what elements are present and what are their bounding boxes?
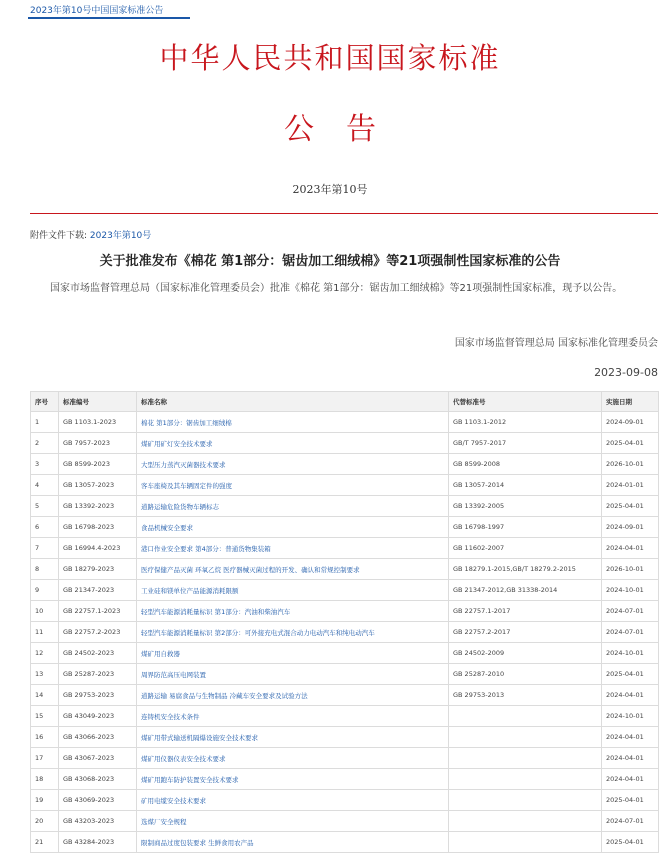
cell-index: 6 — [31, 517, 59, 538]
cell-index: 13 — [31, 664, 59, 685]
cell-index: 15 — [31, 706, 59, 727]
cell-name[interactable]: 选煤厂安全规程 — [137, 811, 449, 832]
header-index: 序号 — [31, 392, 59, 412]
table-row — [31, 748, 659, 769]
header-name: 标准名称 — [137, 392, 449, 412]
cell-replaces — [449, 706, 602, 727]
cell-date: 2025-04-01 — [602, 790, 659, 811]
cell-index: 20 — [31, 811, 59, 832]
cell-name[interactable]: 煤矿用跑车防护装置安全技术要求 — [137, 769, 449, 790]
cell-name[interactable]: 道路运输危险货物车辆标志 — [137, 496, 449, 517]
table-row — [31, 643, 659, 664]
cell-date: 2025-04-01 — [602, 832, 659, 853]
cell-code: GB 43067-2023 — [59, 748, 137, 769]
notice-body: 国家市场监督管理总局（国家标准化管理委员会）批准《棉花 第1部分：锯齿加工细绒棉》等21项强制性国家标准，现予以公告。 — [50, 283, 623, 294]
cell-index: 11 — [31, 622, 59, 643]
notice-date: 2023-09-08 — [594, 366, 658, 379]
notice-title: 关于批准发布《棉花 第1部分：锯齿加工细绒棉》等21项强制性国家标准的公告 — [99, 254, 561, 269]
cell-name[interactable]: 限制商品过度包装要求 生鲜食用农产品 — [137, 832, 449, 853]
cell-index: 1 — [31, 412, 59, 433]
top-bar — [0, 0, 660, 20]
cell-date: 2024-04-01 — [602, 538, 659, 559]
cell-name[interactable]: 矿用电缆安全技术要求 — [137, 790, 449, 811]
header-code: 标准编号 — [59, 392, 137, 412]
cell-index: 3 — [31, 454, 59, 475]
cell-index: 19 — [31, 790, 59, 811]
cell-replaces: GB 24502-2009 — [449, 643, 602, 664]
attachment-link[interactable]: 2023年第10号 — [89, 231, 152, 241]
cell-code: GB 22757.1-2023 — [59, 601, 137, 622]
cell-date: 2024-04-01 — [602, 685, 659, 706]
notice-signer: 国家市场监督管理总局 国家标准化管理委员会 — [454, 338, 658, 349]
table-row — [31, 706, 659, 727]
cell-replaces — [449, 727, 602, 748]
cell-replaces: GB 16798-1997 — [449, 517, 602, 538]
table-row — [31, 769, 659, 790]
standards-table — [30, 391, 659, 853]
cell-date: 2024-10-01 — [602, 706, 659, 727]
cell-code: GB 16798-2023 — [59, 517, 137, 538]
cell-index: 2 — [31, 433, 59, 454]
table-header-row — [31, 392, 659, 412]
cell-code: GB 25287-2023 — [59, 664, 137, 685]
cell-code: GB 43069-2023 — [59, 790, 137, 811]
cell-index: 17 — [31, 748, 59, 769]
cell-code: GB 29753-2023 — [59, 685, 137, 706]
attachment-row — [30, 228, 151, 241]
cell-name[interactable]: 食品机械安全要求 — [137, 517, 449, 538]
cell-date: 2024-09-01 — [602, 517, 659, 538]
cell-replaces: GB 22757.2-2017 — [449, 622, 602, 643]
cell-index: 14 — [31, 685, 59, 706]
cell-index: 8 — [31, 559, 59, 580]
cell-code: GB 18279-2023 — [59, 559, 137, 580]
cell-replaces: GB/T 7957-2017 — [449, 433, 602, 454]
table-row — [31, 433, 659, 454]
table-row — [31, 580, 659, 601]
cell-replaces: GB 22757.1-2017 — [449, 601, 602, 622]
table-row — [31, 685, 659, 706]
cell-name[interactable]: 连铸机安全技术条件 — [137, 706, 449, 727]
cell-date: 2025-04-01 — [602, 496, 659, 517]
header-date: 实施日期 — [602, 392, 659, 412]
table-row — [31, 517, 659, 538]
cell-date: 2024-07-01 — [602, 622, 659, 643]
cell-name[interactable]: 煤矿用仪器仪表安全技术要求 — [137, 748, 449, 769]
cell-date: 2024-07-01 — [602, 811, 659, 832]
cell-index: 10 — [31, 601, 59, 622]
table-row — [31, 832, 659, 853]
cell-index: 16 — [31, 727, 59, 748]
table-row — [31, 454, 659, 475]
cell-replaces — [449, 811, 602, 832]
cell-date: 2024-04-01 — [602, 769, 659, 790]
cell-replaces — [449, 769, 602, 790]
table-row — [31, 622, 659, 643]
table-row — [31, 559, 659, 580]
cell-code: GB 7957-2023 — [59, 433, 137, 454]
cell-code: GB 21347-2023 — [59, 580, 137, 601]
cell-code: GB 13057-2023 — [59, 475, 137, 496]
cell-code: GB 43203-2023 — [59, 811, 137, 832]
cell-index: 4 — [31, 475, 59, 496]
cell-name[interactable]: 棉花 第1部分：锯齿加工细绒棉 — [137, 412, 449, 433]
table-row — [31, 601, 659, 622]
cell-name[interactable]: 道路运输 易腐食品与生物制品 冷藏车安全要求及试验方法 — [137, 685, 449, 706]
cell-index: 5 — [31, 496, 59, 517]
cell-date: 2024-10-01 — [602, 643, 659, 664]
cell-name[interactable]: 煤矿用带式输送机隔爆设施安全技术要求 — [137, 727, 449, 748]
page-title: 中华人民共和国国家标准 — [159, 41, 501, 75]
cell-name[interactable]: 客车座椅及其车辆固定件的强度 — [137, 475, 449, 496]
cell-code: GB 22757.2-2023 — [59, 622, 137, 643]
cell-date: 2024-01-01 — [602, 475, 659, 496]
cell-replaces: GB 29753-2013 — [449, 685, 602, 706]
cell-name[interactable]: 工业硅和镁单位产品能源消耗限额 — [137, 580, 449, 601]
cell-index: 18 — [31, 769, 59, 790]
breadcrumb-underline — [28, 17, 190, 19]
cell-date: 2024-04-01 — [602, 727, 659, 748]
cell-replaces: GB 1103.1-2012 — [449, 412, 602, 433]
cell-replaces: GB 21347-2012,GB 31338-2014 — [449, 580, 602, 601]
cell-replaces — [449, 832, 602, 853]
cell-date: 2024-09-01 — [602, 412, 659, 433]
cell-index: 21 — [31, 832, 59, 853]
cell-name[interactable]: 周界防范高压电网装置 — [137, 664, 449, 685]
table-row — [31, 811, 659, 832]
cell-date: 2025-04-01 — [602, 664, 659, 685]
cell-code: GB 43068-2023 — [59, 769, 137, 790]
cell-replaces: GB 11602-2007 — [449, 538, 602, 559]
cell-date: 2026-10-01 — [602, 454, 659, 475]
cell-code: GB 13392-2023 — [59, 496, 137, 517]
cell-name[interactable]: 煤矿用自救器 — [137, 643, 449, 664]
cell-name[interactable]: 轻型汽车能源消耗量标识 第2部分：可外接充电式混合动力电动汽车和纯电动汽车 — [137, 622, 449, 643]
cell-code: GB 24502-2023 — [59, 643, 137, 664]
cell-name[interactable]: 医疗保健产品灭菌 环氧乙烷 医疗器械灭菌过程的开发、确认和常规控制要求 — [137, 559, 449, 580]
cell-index: 9 — [31, 580, 59, 601]
table-row — [31, 790, 659, 811]
doc-number: 2023年第10号 — [292, 183, 368, 196]
table-row — [31, 538, 659, 559]
divider — [30, 213, 658, 214]
header-replaces: 代替标准号 — [449, 392, 602, 412]
cell-name[interactable]: 煤矿用矿灯安全技术要求 — [137, 433, 449, 454]
cell-date: 2026-10-01 — [602, 559, 659, 580]
cell-name[interactable]: 港口作业安全要求 第4部分：普通货物集装箱 — [137, 538, 449, 559]
cell-replaces: GB 13392-2005 — [449, 496, 602, 517]
cell-index: 12 — [31, 643, 59, 664]
table-row — [31, 664, 659, 685]
cell-code: GB 1103.1-2023 — [59, 412, 137, 433]
cell-replaces — [449, 748, 602, 769]
cell-code: GB 43049-2023 — [59, 706, 137, 727]
cell-replaces: GB 18279.1-2015,GB/T 18279.2-2015 — [449, 559, 602, 580]
table-row — [31, 412, 659, 433]
cell-code: GB 8599-2023 — [59, 454, 137, 475]
cell-replaces: GB 25287-2010 — [449, 664, 602, 685]
cell-replaces — [449, 790, 602, 811]
cell-replaces: GB 8599-2008 — [449, 454, 602, 475]
cell-code: GB 43284-2023 — [59, 832, 137, 853]
cell-name[interactable]: 大型压力蒸汽灭菌器技术要求 — [137, 454, 449, 475]
cell-index: 7 — [31, 538, 59, 559]
table-row — [31, 727, 659, 748]
cell-name[interactable]: 轻型汽车能源消耗量标识 第1部分：汽油和柴油汽车 — [137, 601, 449, 622]
cell-date: 2024-10-01 — [602, 580, 659, 601]
cell-date: 2025-04-01 — [602, 433, 659, 454]
cell-date: 2024-07-01 — [602, 601, 659, 622]
cell-replaces: GB 13057-2014 — [449, 475, 602, 496]
table-row — [31, 496, 659, 517]
table-row — [31, 475, 659, 496]
breadcrumb-link[interactable]: 2023年第10号中国国家标准公告 — [30, 6, 164, 16]
cell-date: 2024-04-01 — [602, 748, 659, 769]
cell-code: GB 16994.4-2023 — [59, 538, 137, 559]
page-subtitle: 公告 — [284, 112, 408, 147]
attachment-label: 附件文件下载: — [30, 231, 88, 241]
cell-code: GB 43066-2023 — [59, 727, 137, 748]
